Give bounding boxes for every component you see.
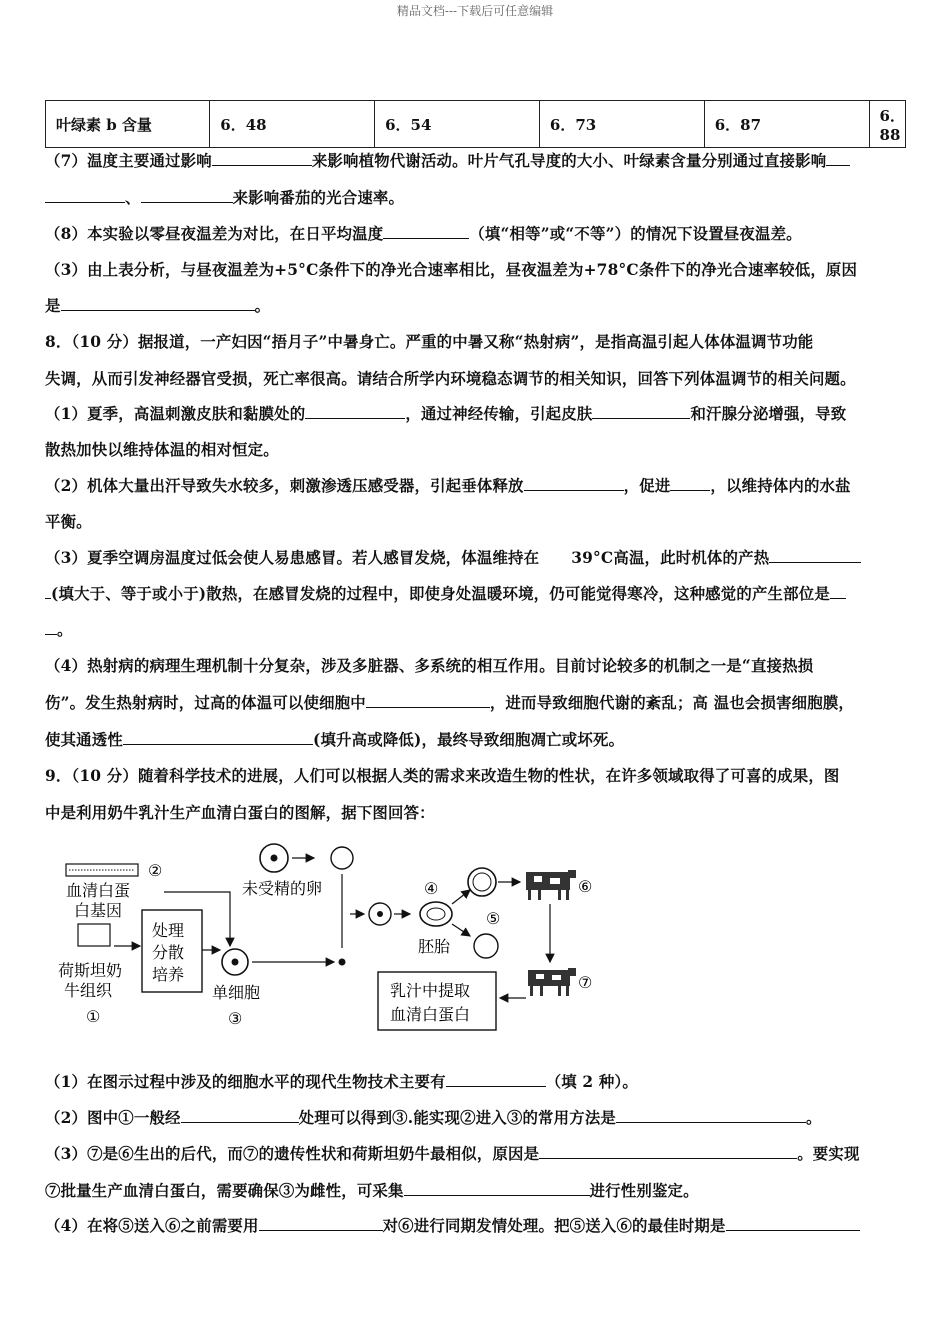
table-cell-label: 叶绿素 b 含量 xyxy=(46,101,210,148)
p9-q3-line-2: ⑦批量生产血清白蛋白，需要确保③为雌性，可采集 进行性别鉴定。 xyxy=(45,1182,699,1200)
answer-blank[interactable] xyxy=(404,1181,590,1196)
answer-blank[interactable] xyxy=(45,620,57,635)
answer-blank[interactable] xyxy=(769,548,861,563)
label-3: ③ xyxy=(228,1009,243,1028)
p8-q3-line-3: 。 xyxy=(45,619,907,641)
reconstructed-cell-dot xyxy=(339,959,346,966)
p9-q4-line: （4）在将⑤送入⑥之前需要用 对⑥进行同期发情处理。把⑤送入⑥的最佳时期是 xyxy=(45,1215,907,1237)
label-5: ⑤ xyxy=(486,909,501,928)
p8-q1-line-2: 散热加快以维持体温的相对恒定。 xyxy=(45,441,279,459)
p8-q2-line-1: （2）机体大量出汗导致失水较多，刺激渗透压感受器，引起垂体释放 ，促进 ，以维持体内的水盐 xyxy=(45,477,851,495)
answer-blank[interactable] xyxy=(726,1216,860,1231)
gene-label-2: 白基因 xyxy=(74,901,123,920)
process-diagram xyxy=(52,838,612,1038)
table-cell: 6．48 xyxy=(210,101,375,148)
answer-blank[interactable] xyxy=(212,151,312,166)
answer-blank[interactable] xyxy=(181,1108,299,1123)
p9-q3-line-1: （3）⑦是⑥生出的后代，而⑦的遗传性状和荷斯坦奶牛最相似，原因是 。要实现 xyxy=(45,1145,860,1163)
answer-blank[interactable] xyxy=(826,151,850,166)
q8-line: （8）本实验以零昼夜温差为对比，在日平均温度 （填“相等”或“不等”）的情况下设置昼夜温差。 xyxy=(45,225,802,243)
p8-q3-line-1: （3）夏季空调房温度过低会使人易患感冒。若人感冒发烧，体温维持在 39°C高温，此时机体的产热 xyxy=(45,547,907,569)
enucleated-egg-icon xyxy=(331,847,353,869)
p8-intro-2: 失调，从而引发神经器官受损，死亡率很高。请结合所学内环境稳态调节的相关知识，回答下列体温调节的相关问题。 xyxy=(45,370,856,388)
cow-icon-7 xyxy=(528,968,576,996)
tissue-label-2: 牛组织 xyxy=(64,981,113,1000)
data-table xyxy=(45,100,906,148)
svg-text:培养: 培养 xyxy=(152,965,185,984)
embryo-icon xyxy=(420,902,452,926)
p8-q2-line-2: 平衡。 xyxy=(45,513,92,531)
p9-intro-2: 中是利用奶牛乳汁生产血清白蛋白的图解，据下图回答： xyxy=(45,804,435,822)
svg-text:分散: 分散 xyxy=(152,943,185,962)
label-2: ② xyxy=(148,861,163,880)
answer-blank[interactable] xyxy=(61,296,255,311)
answer-blank[interactable] xyxy=(123,730,313,745)
svg-text:血清白蛋白: 血清白蛋白 xyxy=(390,1005,471,1024)
answer-blank[interactable] xyxy=(45,188,125,203)
tissue-label-1: 荷斯坦奶 xyxy=(58,961,123,980)
answer-blank[interactable] xyxy=(141,188,233,203)
table-cell: 6．88 xyxy=(869,101,905,148)
tissue-icon xyxy=(78,924,110,946)
p8-q4-line-3: 使其通透性 (填升高或降低)，最终导致细胞凋亡或坏死。 xyxy=(45,731,625,749)
table-row xyxy=(46,101,906,148)
answer-blank[interactable] xyxy=(446,1072,546,1087)
label-4: ④ xyxy=(424,879,439,898)
embryo-label: 胚胎 xyxy=(418,937,451,956)
answer-blank[interactable] xyxy=(366,693,490,708)
answer-blank[interactable] xyxy=(592,404,690,419)
answer-blank[interactable] xyxy=(305,404,405,419)
p8-q3-line-2: (填大于、等于或小于)散热，在感冒发烧的过程中，即使身处温暖环境，仍可能觉得寒冷，这种感觉的产生部位是 xyxy=(45,583,907,605)
cow-icon-6 xyxy=(526,870,576,900)
q3-line-1: （3）由上表分析，与昼夜温差为+5°C条件下的净光合速率相比，昼夜温差为+78°C条件下的净光合速率较低，原因 xyxy=(45,261,858,279)
answer-blank[interactable] xyxy=(830,584,846,599)
answer-blank[interactable] xyxy=(539,1144,797,1159)
p8-q1-line-1: （1）夏季，高温刺激皮肤和黏膜处的 ，通过神经传输，引起皮肤 和汗腺分泌增强，导致 xyxy=(45,405,847,423)
q3-line-2: 是 。 xyxy=(45,297,271,315)
table-cell: 6．87 xyxy=(704,101,869,148)
q7-line-1: （7）温度主要通过影响 来影响植物代谢活动。叶片气孔导度的大小、叶绿素含量分别通过直接影响 xyxy=(45,150,907,172)
embryo-upper-icon xyxy=(468,868,496,896)
svg-text:乳汁中提取: 乳汁中提取 xyxy=(390,981,471,1000)
answer-blank[interactable] xyxy=(616,1108,806,1123)
table-cell: 6．54 xyxy=(375,101,540,148)
svg-text:处理: 处理 xyxy=(152,921,185,940)
table-cell: 6．73 xyxy=(539,101,704,148)
p9-q2-line: （2）图中①一般经 处理可以得到③.能实现②进入③的常用方法是 。 xyxy=(45,1109,822,1127)
q7-line-2: 、 来影响番茄的光合速率。 xyxy=(45,187,907,209)
gene-label-1: 血清白蛋 xyxy=(66,881,131,900)
p8-q4-line-2: 伤”。发生热射病时，过高的体温可以使细胞中 ，进而导致细胞代谢的紊乱；高 温也会损害细胞膜， xyxy=(45,694,855,712)
label-7: ⑦ xyxy=(578,973,593,992)
embryo-lower-icon xyxy=(474,934,498,958)
answer-blank[interactable] xyxy=(383,224,469,239)
p9-intro-1: 9．（10 分）随着科学技术的进展，人们可以根据人类的需求来改造生物的性状，在许多领域取得了可喜的成果，图 xyxy=(45,767,840,785)
answer-blank[interactable] xyxy=(670,476,710,491)
answer-blank[interactable] xyxy=(524,476,624,491)
egg-label: 未受精的卵 xyxy=(242,879,323,898)
p9-q1-line: （1）在图示过程中涉及的细胞水平的现代生物技术主要有 （填 2 种）。 xyxy=(45,1073,638,1091)
label-1: ① xyxy=(86,1007,101,1026)
single-cell-label: 单细胞 xyxy=(212,983,261,1002)
p8-intro-1: 8．（10 分）据报道，一产妇因“捂月子”中暑身亡。严重的中暑又称“热射病”，是指高温引起人体体温调节功能 xyxy=(45,333,814,351)
page-header: 精品文档---下载后可任意编辑 xyxy=(396,4,554,18)
p8-q4-line-1: （4）热射病的病理生理机制十分复杂，涉及多脏器、多系统的相互作用。目前讨论较多的机制之一是“直接热损 xyxy=(45,657,814,675)
answer-blank[interactable] xyxy=(259,1216,383,1231)
label-6: ⑥ xyxy=(578,877,593,896)
